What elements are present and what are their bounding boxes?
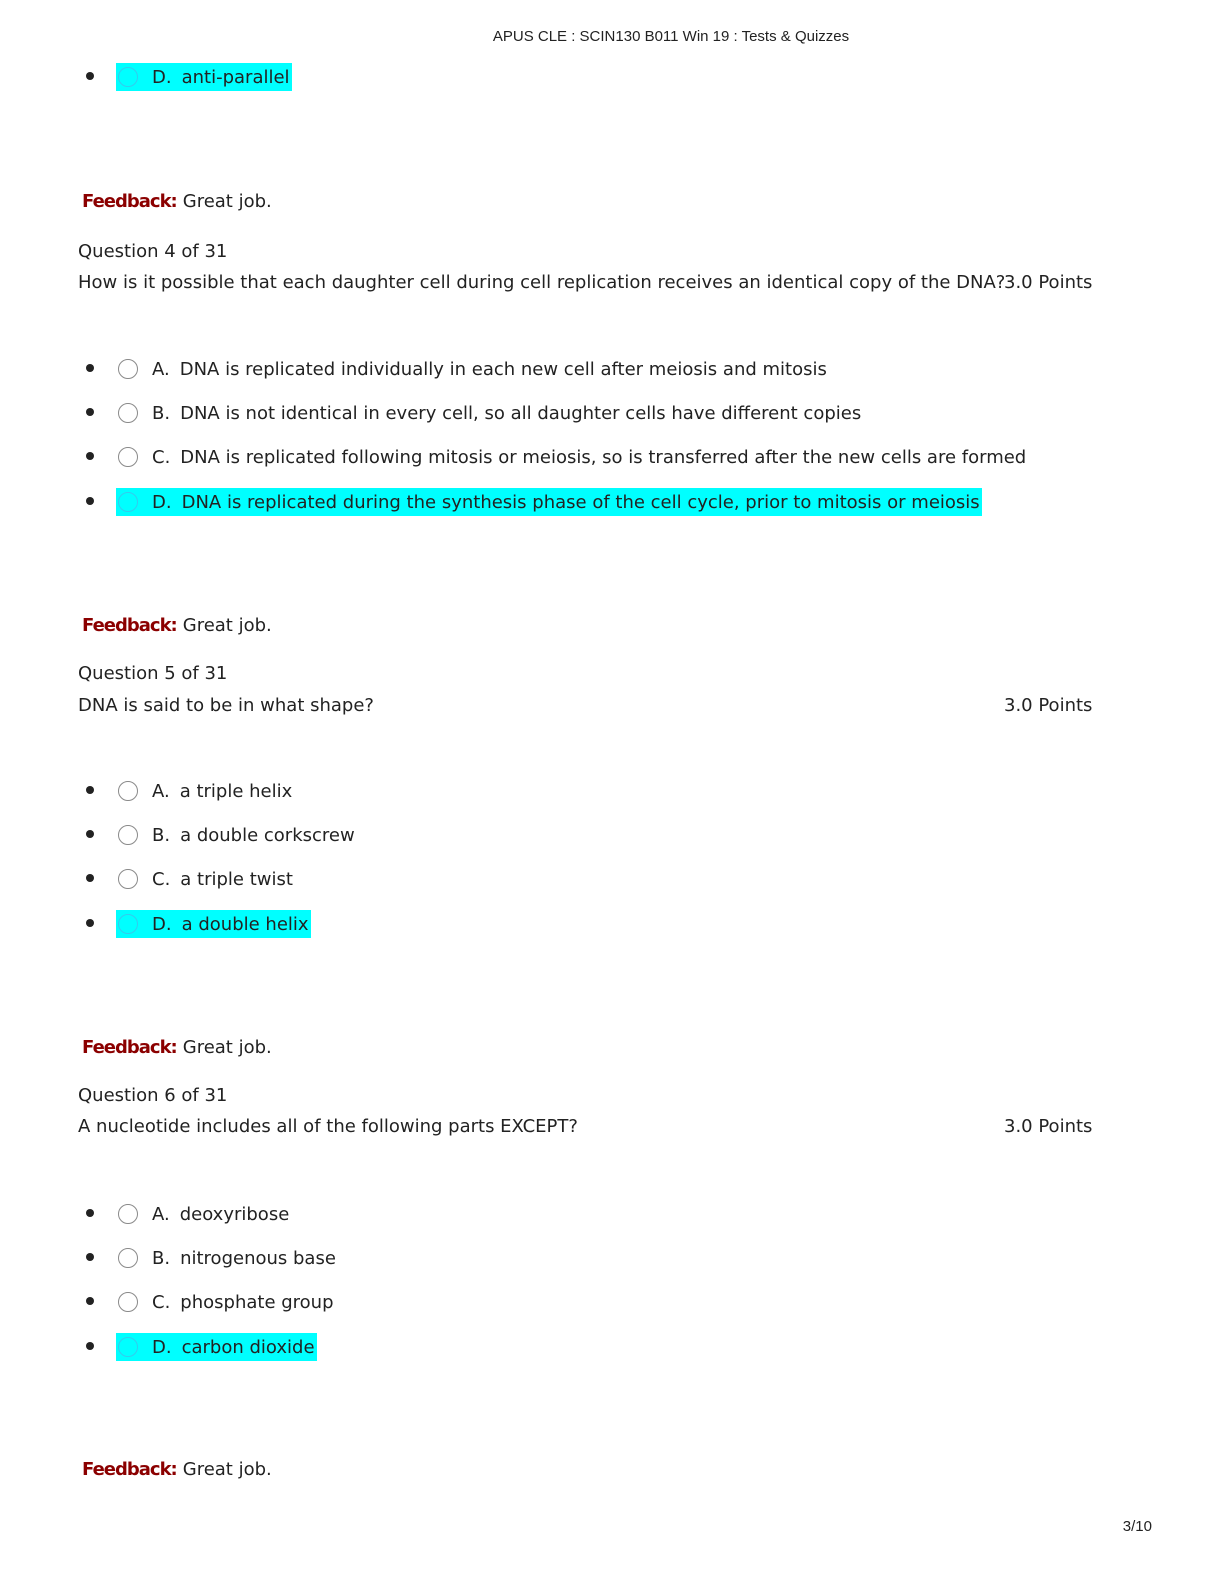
option-a[interactable]	[0, 355, 1224, 385]
option-body[interactable]	[116, 1200, 291, 1228]
bullet-icon	[86, 72, 94, 80]
option-body[interactable]	[116, 355, 829, 383]
bullet-icon	[86, 408, 94, 416]
option-text: carbon dioxide	[181, 1336, 315, 1358]
option-d[interactable]	[0, 1333, 1224, 1363]
question-points: 3.0 Points	[1004, 1116, 1093, 1137]
feedback-label: Feedback:	[82, 191, 177, 212]
option-text: a double corkscrew	[180, 824, 355, 846]
option-text: deoxyribose	[179, 1203, 290, 1225]
feedback-text: Great job.	[182, 1459, 272, 1480]
page-header-title: APUS CLE : SCIN130 B011 Win 19 : Tests & Quizzes	[492, 28, 850, 45]
option-text: DNA is replicated following mitosis or meiosis, so is transferred after the new cells are formed	[180, 446, 1027, 468]
option-c[interactable]	[0, 443, 1224, 473]
question-points: 3.0 Points	[1004, 695, 1093, 716]
feedback	[82, 1459, 272, 1480]
option-body-selected[interactable]	[116, 63, 292, 91]
radio-button-icon[interactable]	[118, 914, 138, 934]
option-text: DNA is replicated individually in each new cell after meiosis and mitosis	[179, 358, 827, 380]
question-text: DNA is said to be in what shape?	[78, 695, 374, 716]
option-letter: D.	[152, 913, 172, 935]
option-letter: B.	[152, 824, 171, 846]
option-letter: A.	[152, 358, 170, 380]
option-letter: D.	[152, 491, 172, 513]
option-c[interactable]	[0, 865, 1224, 895]
option-text: a triple helix	[179, 780, 293, 802]
bullet-icon	[86, 874, 94, 882]
bullet-icon	[86, 919, 94, 927]
option-letter: B.	[152, 1247, 171, 1269]
option-body[interactable]	[116, 777, 294, 805]
radio-button-icon[interactable]	[118, 359, 138, 379]
bullet-icon	[86, 452, 94, 460]
feedback-label: Feedback:	[82, 1459, 177, 1480]
option-body-selected[interactable]	[116, 1333, 317, 1361]
page-number: 3/10	[1122, 1518, 1152, 1535]
option-body[interactable]	[116, 443, 1028, 471]
option-text: nitrogenous base	[180, 1247, 336, 1269]
bullet-icon	[86, 786, 94, 794]
bullet-icon	[86, 1209, 94, 1217]
radio-button-icon[interactable]	[118, 1248, 138, 1268]
radio-button-icon[interactable]	[118, 1337, 138, 1357]
question-number: Question 6 of 31	[78, 1085, 228, 1106]
option-text: DNA is not identical in every cell, so all daughter cells have different copies	[180, 402, 862, 424]
bullet-icon	[86, 1253, 94, 1261]
option-body[interactable]	[116, 1244, 338, 1272]
radio-button-icon[interactable]	[118, 1204, 138, 1224]
option-letter: D.	[152, 1336, 172, 1358]
option-letter: B.	[152, 402, 171, 424]
bullet-icon	[86, 1342, 94, 1350]
question-text: How is it possible that each daughter cell during cell replication receives an identical copy of the DNA?	[78, 272, 1006, 293]
feedback-text: Great job.	[182, 191, 272, 212]
option-b[interactable]	[0, 399, 1224, 429]
option-letter: A.	[152, 1203, 170, 1225]
option-letter: C.	[152, 446, 171, 468]
radio-button-icon[interactable]	[118, 492, 138, 512]
question-text: A nucleotide includes all of the following parts EXCEPT?	[78, 1116, 578, 1137]
feedback-text: Great job.	[182, 1037, 272, 1058]
option-body[interactable]	[116, 1288, 336, 1316]
radio-button-icon[interactable]	[118, 1292, 138, 1312]
option-text: a triple twist	[180, 868, 293, 890]
option-text: DNA is replicated during the synthesis phase of the cell cycle, prior to mitosis or meiosis	[181, 491, 980, 513]
bullet-icon	[86, 1297, 94, 1305]
feedback	[82, 615, 272, 636]
radio-button-icon[interactable]	[118, 869, 138, 889]
question-points: 3.0 Points	[1004, 272, 1093, 293]
option-d[interactable]	[0, 910, 1224, 940]
question-number: Question 5 of 31	[78, 663, 228, 684]
option-text: a double helix	[181, 913, 309, 935]
bullet-icon	[86, 497, 94, 505]
option-d[interactable]	[0, 63, 1224, 93]
radio-button-icon[interactable]	[118, 825, 138, 845]
bullet-icon	[86, 830, 94, 838]
option-b[interactable]	[0, 821, 1224, 851]
option-letter: C.	[152, 868, 171, 890]
option-b[interactable]	[0, 1244, 1224, 1274]
option-text: anti-parallel	[181, 66, 290, 88]
radio-button-icon[interactable]	[118, 403, 138, 423]
feedback-label: Feedback:	[82, 1037, 177, 1058]
feedback	[82, 1037, 272, 1058]
option-d[interactable]	[0, 488, 1224, 518]
option-text: phosphate group	[180, 1291, 334, 1313]
option-body[interactable]	[116, 821, 357, 849]
option-c[interactable]	[0, 1288, 1224, 1318]
feedback	[82, 191, 272, 212]
feedback-text: Great job.	[182, 615, 272, 636]
radio-button-icon[interactable]	[118, 781, 138, 801]
radio-button-icon[interactable]	[118, 67, 138, 87]
option-body-selected[interactable]	[116, 488, 982, 516]
option-body[interactable]	[116, 399, 863, 427]
option-body-selected[interactable]	[116, 910, 311, 938]
option-letter: D.	[152, 66, 172, 88]
option-letter: C.	[152, 1291, 171, 1313]
option-a[interactable]	[0, 777, 1224, 807]
radio-button-icon[interactable]	[118, 447, 138, 467]
feedback-label: Feedback:	[82, 615, 177, 636]
question-number: Question 4 of 31	[78, 241, 228, 262]
bullet-icon	[86, 364, 94, 372]
option-body[interactable]	[116, 865, 295, 893]
option-letter: A.	[152, 780, 170, 802]
option-a[interactable]	[0, 1200, 1224, 1230]
